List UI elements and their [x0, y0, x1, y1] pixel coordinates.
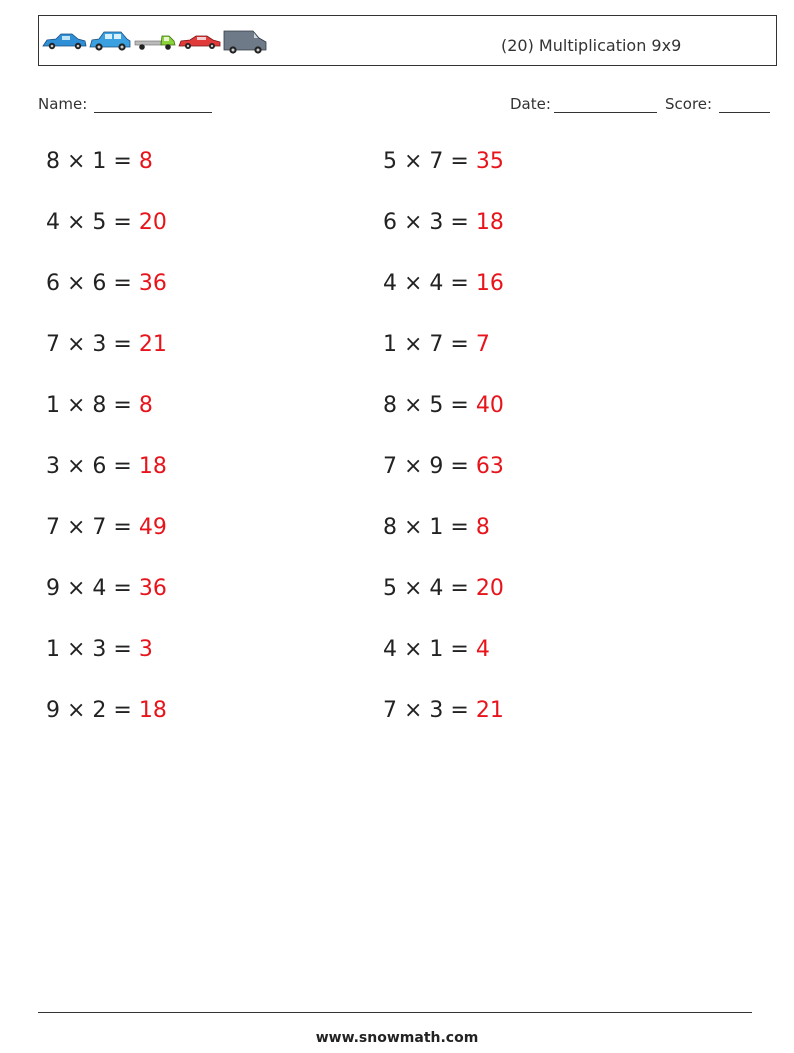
- problem-right-9: [383, 637, 490, 663]
- problem-answer: 18: [138, 454, 167, 479]
- problem-answer: 20: [475, 576, 504, 601]
- problem-answer: 8: [138, 393, 153, 418]
- problem-answer: 8: [475, 515, 490, 540]
- problem-right-8: [383, 576, 504, 602]
- problem-question: 3 × 6 =: [46, 454, 139, 479]
- problem-left-9: [46, 637, 153, 663]
- problem-question: 4 × 5 =: [46, 210, 139, 235]
- problem-answer: 36: [138, 271, 167, 296]
- problem-answer: 21: [475, 698, 504, 723]
- worksheet-title: (20) Multiplication 9x9: [501, 36, 682, 55]
- problem-question: 6 × 6 =: [46, 271, 139, 296]
- flatbed-truck-icon: [135, 36, 175, 50]
- problem-question: 8 × 5 =: [383, 393, 476, 418]
- problem-question: 1 × 3 =: [46, 637, 139, 662]
- problem-question: 9 × 2 =: [46, 698, 139, 723]
- problem-left-3: [46, 271, 167, 297]
- blue-sedan-icon: [43, 34, 86, 49]
- problem-right-5: [383, 393, 504, 419]
- problem-answer: 4: [475, 637, 490, 662]
- name-field[interactable]: [94, 112, 212, 113]
- problem-left-6: [46, 454, 167, 480]
- problem-question: 7 × 3 =: [383, 698, 476, 723]
- problem-answer: 49: [138, 515, 167, 540]
- footer-url: www.snowmath.com: [315, 1030, 479, 1046]
- name-label: Name:: [38, 95, 88, 113]
- problem-right-3: [383, 271, 504, 297]
- problem-answer: 20: [138, 210, 167, 235]
- problem-answer: 36: [138, 576, 167, 601]
- problem-right-4: [383, 332, 490, 358]
- problem-right-1: [383, 149, 504, 175]
- problem-left-2: [46, 210, 167, 236]
- date-label: Date:: [510, 95, 551, 113]
- blue-hatchback-icon: [90, 32, 130, 51]
- problem-right-10: [383, 698, 504, 724]
- problem-answer: 16: [475, 271, 504, 296]
- red-sports-car-icon: [179, 36, 220, 49]
- problem-left-1: [46, 149, 153, 175]
- problem-question: 6 × 3 =: [383, 210, 476, 235]
- problem-answer: 8: [138, 149, 153, 174]
- problem-question: 4 × 1 =: [383, 637, 476, 662]
- score-label: Score:: [665, 95, 713, 113]
- grey-van-icon: [224, 31, 266, 54]
- date-field[interactable]: [554, 112, 657, 113]
- problem-left-7: [46, 515, 167, 541]
- problem-answer: 3: [138, 637, 153, 662]
- score-field[interactable]: [719, 112, 770, 113]
- problem-question: 7 × 9 =: [383, 454, 476, 479]
- problem-left-4: [46, 332, 167, 358]
- problem-answer: 7: [475, 332, 490, 357]
- problem-question: 9 × 4 =: [46, 576, 139, 601]
- problem-right-2: [383, 210, 504, 236]
- problem-question: 7 × 3 =: [46, 332, 139, 357]
- problem-left-10: [46, 698, 167, 724]
- problem-question: 1 × 7 =: [383, 332, 476, 357]
- problem-answer: 40: [475, 393, 504, 418]
- problem-right-7: [383, 515, 490, 541]
- problem-question: 5 × 4 =: [383, 576, 476, 601]
- problem-left-8: [46, 576, 167, 602]
- car-icons: [42, 28, 268, 56]
- problem-answer: 63: [475, 454, 504, 479]
- problem-left-5: [46, 393, 153, 419]
- problem-question: 1 × 8 =: [46, 393, 139, 418]
- problem-question: 4 × 4 =: [383, 271, 476, 296]
- problem-answer: 18: [138, 698, 167, 723]
- problem-right-6: [383, 454, 504, 480]
- problem-question: 5 × 7 =: [383, 149, 476, 174]
- problem-answer: 18: [475, 210, 504, 235]
- problem-question: 8 × 1 =: [383, 515, 476, 540]
- header-box: [38, 15, 777, 66]
- footer-divider: [38, 1012, 752, 1013]
- problem-question: 8 × 1 =: [46, 149, 139, 174]
- problem-answer: 35: [475, 149, 504, 174]
- problem-question: 7 × 7 =: [46, 515, 139, 540]
- problem-answer: 21: [138, 332, 167, 357]
